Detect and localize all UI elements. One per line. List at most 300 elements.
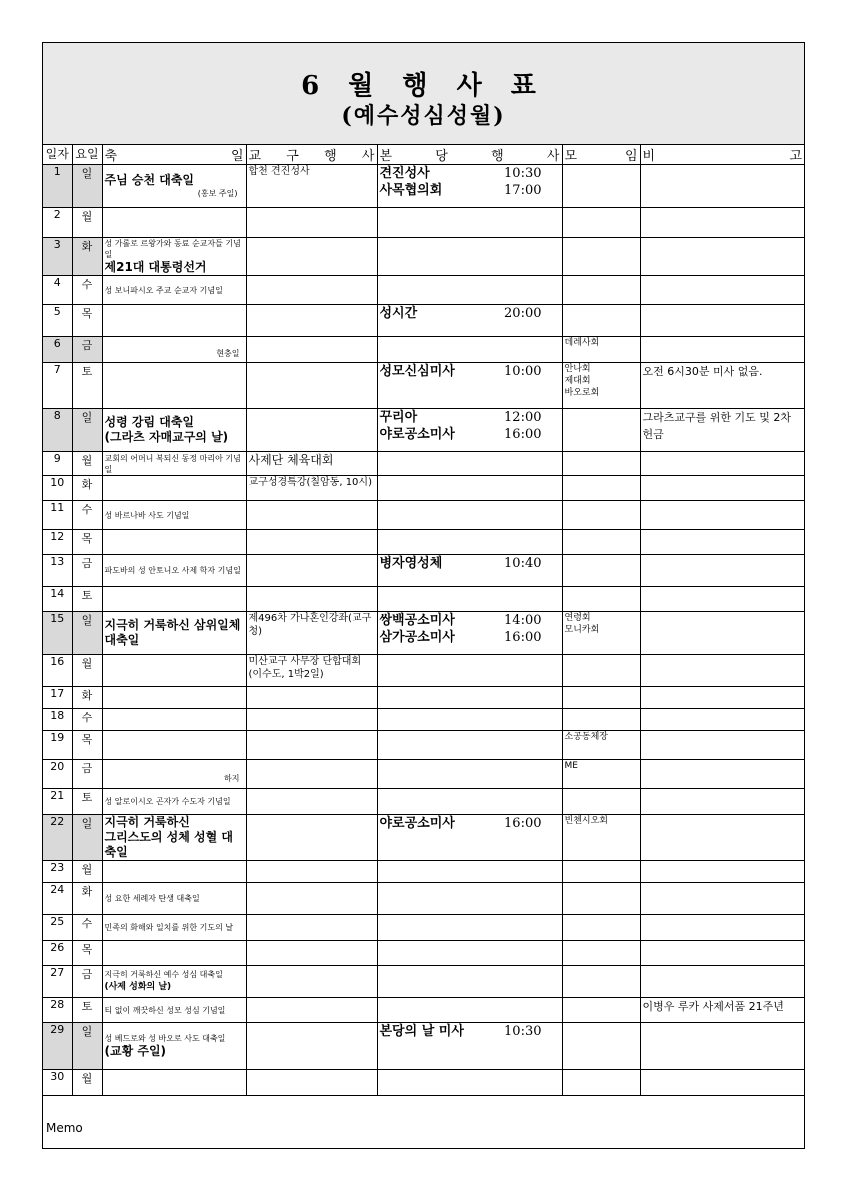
main-event-label: 견진성사 [379,166,430,181]
note-cell [640,861,804,883]
date-cell: 24 [43,883,72,915]
main-event-time: 10:00 [504,364,542,379]
schedule-table [43,144,804,1096]
table-row [43,883,804,915]
parish-event: 합천 견진성사 [248,166,310,177]
table-row [43,238,804,276]
feast-cell [102,555,246,587]
feast-cell [102,587,246,612]
main-event [380,409,560,426]
meeting-cell [562,789,640,815]
feast-cell [102,452,246,476]
feast-name-extra: 제21대 대통령선거 [104,260,207,274]
feast-name: 성령 강림 대축일 [104,415,195,429]
meeting-cell [562,555,640,587]
main-cell [377,612,562,655]
meeting-cell [562,452,640,476]
main-event-label: 성모신심미사 [379,364,455,379]
main-event [380,629,560,646]
feast-name: 지극히 거룩하신 [104,815,190,829]
dow-cell: 토 [72,363,102,409]
parish-event: 사제단 체육대회 [248,453,334,467]
date-cell: 20 [43,760,72,789]
dow-cell: 화 [72,476,102,501]
table-row [43,941,804,966]
parish-cell [246,276,377,305]
page-title: 6 월 행 사 표 [301,71,546,101]
meeting-cell [562,501,640,530]
parish-cell [246,941,377,966]
meeting-cell [562,1023,640,1070]
date-cell: 16 [43,655,72,687]
parish-cell [246,1023,377,1070]
main-event-label: 야로공소미사 [379,816,455,831]
note-cell [640,731,804,760]
parish-event: 제496차 가나혼인강좌(교구청) [248,613,372,637]
feast-cell [102,612,246,655]
main-event-label: 성시간 [379,306,418,321]
main-event [380,363,560,380]
main-event-time: 17:00 [504,183,542,198]
main-event [380,182,560,199]
feast-name: 지극히 거룩하신 예수 성심 대축일 [104,969,223,979]
dow-cell: 일 [72,1023,102,1070]
table-row [43,1070,804,1096]
main-cell [377,760,562,789]
main-event [380,555,560,572]
note-cell [640,941,804,966]
parish-cell [246,998,377,1023]
parish-cell [246,861,377,883]
feast-name: 민족의 화해와 일치를 위한 기도의 날 [104,923,234,932]
note-cell [640,337,804,363]
table-row [43,530,804,555]
date-cell: 10 [43,476,72,501]
dow-cell: 일 [72,165,102,208]
parish-cell [246,208,377,238]
meeting-item: 소공동체장 [564,732,608,742]
meeting-cell [562,165,640,208]
dow-cell: 월 [72,452,102,476]
table-row [43,337,804,363]
table-row [43,409,804,452]
date-cell: 6 [43,337,72,363]
feast-name: 성 요한 세례자 탄생 대축일 [104,894,200,903]
feast-name: 파도바의 성 안토니오 사제 학자 기념일 [104,566,241,575]
date-cell: 27 [43,966,72,998]
table-row [43,789,804,815]
feast-cell [102,276,246,305]
feast-note: (홍보 주일) [197,189,238,198]
parish-cell [246,501,377,530]
parish-cell [246,530,377,555]
table-row [43,687,804,709]
table-row [43,208,804,238]
note-cell [640,966,804,998]
main-cell [377,941,562,966]
date-cell: 5 [43,305,72,337]
parish-cell [246,687,377,709]
feast-cell [102,883,246,915]
parish-cell [246,238,377,276]
date-cell: 23 [43,861,72,883]
date-cell: 25 [43,915,72,941]
meeting-cell [562,883,640,915]
feast-cell [102,709,246,731]
parish-cell [246,731,377,760]
meeting-item: 연령회 [564,613,591,623]
main-event-label: 야로공소미사 [379,427,455,442]
meeting-item: 제대회 [564,376,591,386]
feast-cell [102,731,246,760]
dow-cell: 수 [72,276,102,305]
parish-cell [246,305,377,337]
feast-cell [102,476,246,501]
date-cell: 30 [43,1070,72,1096]
meeting-cell [562,363,640,409]
feast-name-extra: (그라츠 자매교구의 날) [104,430,229,444]
date-cell: 3 [43,238,72,276]
main-cell [377,789,562,815]
header-main: 본 당 행 사 [377,145,562,165]
note-cell [640,998,804,1023]
date-cell: 11 [43,501,72,530]
note-cell [640,687,804,709]
parish-cell [246,587,377,612]
meeting-item: 데레사회 [564,338,600,348]
note-cell [640,363,804,409]
feast-cell [102,337,246,363]
dow-cell: 목 [72,941,102,966]
table-row [43,276,804,305]
table-row [43,476,804,501]
note-cell [640,276,804,305]
table-row [43,587,804,612]
main-event-time: 20:00 [504,306,542,321]
dow-cell: 일 [72,815,102,861]
main-event-label: 본당의 날 미사 [379,1024,464,1039]
main-event [380,815,560,832]
parish-event: 미산교구 사무장 단합대회 (이수도, 1박2일) [248,656,362,680]
meeting-cell [562,731,640,760]
meeting-cell [562,276,640,305]
note-cell [640,587,804,612]
main-event-time: 10:30 [504,1024,542,1039]
main-cell [377,655,562,687]
main-cell [377,238,562,276]
main-cell [377,915,562,941]
parish-cell [246,555,377,587]
date-cell: 14 [43,587,72,612]
date-cell: 4 [43,276,72,305]
main-event-time: 16:00 [504,816,542,831]
main-cell [377,165,562,208]
note-cell [640,555,804,587]
parish-cell [246,409,377,452]
date-cell: 13 [43,555,72,587]
main-cell [377,815,562,861]
note-cell [640,612,804,655]
dow-cell: 일 [72,612,102,655]
feast-name: 성 바르나바 사도 기념일 [104,510,190,520]
date-cell: 17 [43,687,72,709]
feast-cell [102,815,246,861]
dow-cell: 목 [72,731,102,760]
note-cell [640,501,804,530]
main-cell [377,1070,562,1096]
meeting-cell [562,530,640,555]
dow-cell: 금 [72,337,102,363]
feast-name: 성 보니파시오 주교 순교자 기념일 [104,285,223,295]
page-subtitle: (예수성심성월) [341,103,506,129]
dow-cell: 일 [72,409,102,452]
main-event-time: 16:00 [504,630,542,645]
dow-cell: 금 [72,966,102,998]
table-row [43,815,804,861]
meeting-item: 빈첸시오회 [564,816,608,826]
main-cell [377,305,562,337]
meeting-cell [562,476,640,501]
title-box [43,43,804,145]
table-row [43,760,804,789]
note-cell [640,530,804,555]
parish-cell [246,789,377,815]
note-cell [640,476,804,501]
meeting-cell [562,861,640,883]
meeting-item: 모니카회 [564,625,600,635]
date-cell: 1 [43,165,72,208]
schedule-sheet [42,42,805,1149]
main-cell [377,998,562,1023]
meeting-cell [562,238,640,276]
parish-cell [246,476,377,501]
meeting-cell [562,1070,640,1096]
date-cell: 22 [43,815,72,861]
meeting-cell [562,612,640,655]
dow-cell: 목 [72,530,102,555]
dow-cell: 월 [72,208,102,238]
meeting-cell [562,760,640,789]
note-cell [640,709,804,731]
feast-cell [102,305,246,337]
feast-cell [102,208,246,238]
parish-cell [246,452,377,476]
table-row [43,998,804,1023]
note-cell [640,760,804,789]
feast-name: 하지 [224,773,240,783]
meeting-cell [562,655,640,687]
note-text: 그라츠교구를 위한 기도 및 2차 헌금 [642,411,791,441]
note-cell [640,789,804,815]
main-event-time: 12:00 [504,410,542,425]
meeting-cell [562,998,640,1023]
note-cell [640,165,804,208]
main-cell [377,530,562,555]
dow-cell: 금 [72,760,102,789]
parish-cell [246,966,377,998]
date-cell: 9 [43,452,72,476]
main-cell [377,861,562,883]
main-event-time: 10:30 [504,166,542,181]
header-meeting: 모 임 [562,145,640,165]
feast-cell [102,530,246,555]
main-event [380,165,560,182]
note-text: 이병우 루카 사제서품 21주년 [642,1000,784,1013]
main-cell [377,363,562,409]
table-row [43,1023,804,1070]
dow-cell: 수 [72,501,102,530]
header-note: 비 고 [640,145,804,165]
main-event-label: 사목협의회 [379,183,443,198]
main-event [380,305,560,322]
meeting-cell [562,687,640,709]
table-row [43,555,804,587]
main-event [380,612,560,629]
table-row [43,655,804,687]
main-cell [377,276,562,305]
feast-cell [102,238,246,276]
meeting-cell [562,409,640,452]
meeting-cell [562,815,640,861]
main-cell [377,476,562,501]
feast-name: 성 가롤로 르왕가와 동료 순교자들 기념일 [104,239,241,259]
feast-cell [102,789,246,815]
main-event-label: 병자영성체 [379,556,443,571]
main-event-time: 14:00 [504,613,542,628]
header-feast: 축 일 [102,145,246,165]
table-row [43,452,804,476]
feast-name-extra: 그리스도의 성체 성혈 대축일 [104,830,233,859]
feast-name: 지극히 거룩하신 삼위일체 대축일 [104,618,241,647]
feast-cell [102,760,246,789]
main-cell [377,409,562,452]
dow-cell: 월 [72,861,102,883]
parish-cell [246,165,377,208]
date-cell: 19 [43,731,72,760]
main-cell [377,709,562,731]
note-cell [640,1023,804,1070]
meeting-cell [562,915,640,941]
feast-name: 성 베드로와 성 바오로 사도 대축일 [104,1034,226,1043]
note-cell [640,409,804,452]
table-row [43,731,804,760]
main-cell [377,452,562,476]
parish-cell [246,1070,377,1096]
date-cell: 21 [43,789,72,815]
date-cell: 15 [43,612,72,655]
parish-cell [246,612,377,655]
meeting-cell [562,305,640,337]
meeting-item: 안나회 [564,364,591,374]
main-cell [377,501,562,530]
meeting-cell [562,966,640,998]
main-cell [377,1023,562,1070]
feast-cell [102,501,246,530]
feast-cell [102,998,246,1023]
main-cell [377,966,562,998]
date-cell: 28 [43,998,72,1023]
dow-cell: 토 [72,587,102,612]
main-event-label: 삼가공소미사 [379,630,455,645]
date-cell: 18 [43,709,72,731]
meeting-cell [562,208,640,238]
note-cell [640,655,804,687]
main-cell [377,208,562,238]
parish-cell [246,760,377,789]
note-cell [640,815,804,861]
main-event [380,426,560,443]
dow-cell: 목 [72,305,102,337]
main-event [380,1023,560,1040]
feast-name-extra: (교황 주일) [104,1044,167,1058]
main-event-time: 16:00 [504,427,542,442]
main-event-time: 10:40 [504,556,542,571]
feast-name: 현충일 [216,349,240,358]
feast-name-extra: (사제 성화의 날) [104,981,172,992]
table-row [43,709,804,731]
note-cell [640,1070,804,1096]
feast-cell [102,687,246,709]
parish-cell [246,709,377,731]
note-cell [640,915,804,941]
feast-cell [102,966,246,998]
date-cell: 12 [43,530,72,555]
meeting-cell [562,941,640,966]
parish-cell [246,337,377,363]
dow-cell: 금 [72,555,102,587]
meeting-cell [562,337,640,363]
dow-cell: 화 [72,238,102,276]
main-cell [377,731,562,760]
table-row [43,165,804,208]
feast-cell [102,363,246,409]
feast-name: 주님 승천 대축일 [104,173,195,187]
feast-name: 성 알로이시오 곤자가 수도자 기념일 [104,797,231,806]
feast-cell [102,915,246,941]
dow-cell: 수 [72,709,102,731]
date-cell: 26 [43,941,72,966]
meeting-item: 바오로회 [564,388,600,398]
date-cell: 29 [43,1023,72,1070]
dow-cell: 수 [72,915,102,941]
parish-cell [246,655,377,687]
header-row [43,145,804,165]
main-cell [377,587,562,612]
header-date: 일자 [43,145,72,165]
parish-cell [246,883,377,915]
main-cell [377,555,562,587]
note-cell [640,208,804,238]
feast-cell [102,165,246,208]
table-row [43,305,804,337]
feast-cell [102,1023,246,1070]
main-event-label: 꾸리아 [379,410,418,425]
dow-cell: 월 [72,655,102,687]
dow-cell: 화 [72,883,102,915]
meeting-item: ME [564,761,578,771]
note-cell [640,883,804,915]
table-row [43,612,804,655]
date-cell: 8 [43,409,72,452]
table-row [43,915,804,941]
dow-cell: 토 [72,998,102,1023]
main-cell [377,337,562,363]
meeting-cell [562,587,640,612]
dow-cell: 토 [72,789,102,815]
feast-cell [102,1070,246,1096]
parish-cell [246,915,377,941]
table-row [43,501,804,530]
